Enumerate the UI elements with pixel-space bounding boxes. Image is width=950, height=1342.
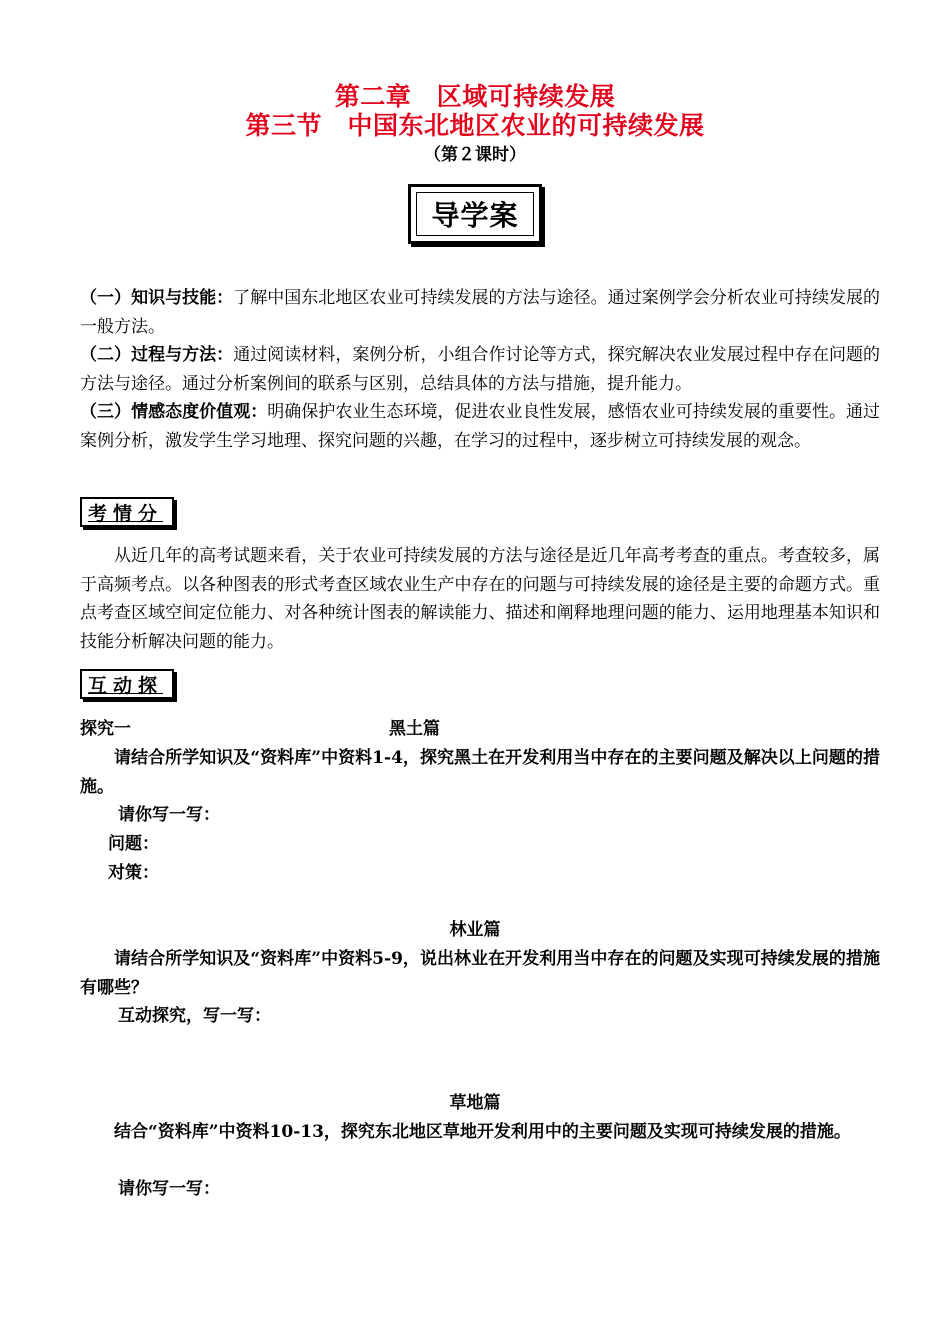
exam-analysis-text: 从近几年的高考试题来看，关于农业可持续发展的方法与途径是近几年高考考查的重点。考查较多，属于高频考点。以各种图表的形式考查区域农业生产中存在的问题与可持续发展的途径是主要的命题方式。重点考查区域空间定位能力、对各种统计图表的解读能力、描述和阐释地理问题的能力、运用地理基本知识和技能分析解决问题的能力。: [80, 546, 880, 652]
interactive-label: 互动探: [88, 674, 164, 697]
objective-label: （二）过程与方法：: [80, 345, 234, 366]
guide-label: 导学案: [431, 199, 519, 232]
objective-process: [80, 341, 880, 398]
guide-label-box: [408, 184, 542, 244]
explore1-label: 探究一: [80, 719, 131, 739]
blacksoil-text: 请结合所学知识及“资料库”中资料1-4，探究黑土在开发利用当中存在的主要问题及解决以上问题的措施。: [80, 748, 880, 797]
lesson-number: （第２课时）: [424, 145, 526, 165]
problem-label: 问题：: [108, 834, 159, 854]
objective-attitude: [80, 398, 880, 455]
forestry-title: 林业篇: [449, 920, 501, 940]
objective-text: 明确保护农业生态环境，促进农业良性发展，感悟农业可持续发展的重要性。通过案例分析，激发学生学习地理、探究问题的兴趣，在学习的过程中，逐步树立可持续发展的观念。: [80, 402, 881, 451]
grassland-prompt: 请你写一写：: [118, 1179, 220, 1199]
objectives: [80, 284, 880, 456]
objective-knowledge: [80, 284, 880, 341]
objective-label: （一）知识与技能：: [80, 288, 234, 308]
exam-analysis-label-box: [80, 497, 174, 527]
blacksoil-prompt: 请你写一写：: [118, 805, 220, 825]
objective-text: 通过阅读材料，案例分析，小组合作讨论等方式，探究解决农业发展过程中存在问题的方法与途径。通过分析案例间的联系与区别，总结具体的方法与措施，提升能力。: [80, 345, 881, 394]
blacksoil-title: 黑土篇: [389, 719, 440, 739]
interactive-label-box: [80, 669, 174, 699]
solution-label: 对策：: [108, 863, 159, 883]
objective-label: （三）情感态度价值观：: [80, 402, 268, 423]
forestry-prompt: 互动探究，写一写：: [118, 1006, 271, 1026]
forestry-text: 请结合所学知识及“资料库”中资料5-9，说出林业在开发利用当中存在的问题及实现可持续发展的措施有哪些？: [80, 949, 880, 998]
grassland-text: 结合“资料库”中资料10-13，探究东北地区草地开发利用中的主要问题及实现可持续发展的措施。: [114, 1122, 851, 1142]
chapter-title: 第二章 区域可持续发展: [334, 82, 616, 111]
exam-analysis-label: 考情分: [88, 502, 164, 525]
grassland-title: 草地篇: [449, 1093, 501, 1113]
section-title: 第三节 中国东北地区农业的可持续发展: [245, 111, 705, 140]
objective-text: 了解中国东北地区农业可持续发展的方法与途径。通过案例学会分析农业可持续发展的一般方法。: [80, 288, 881, 337]
